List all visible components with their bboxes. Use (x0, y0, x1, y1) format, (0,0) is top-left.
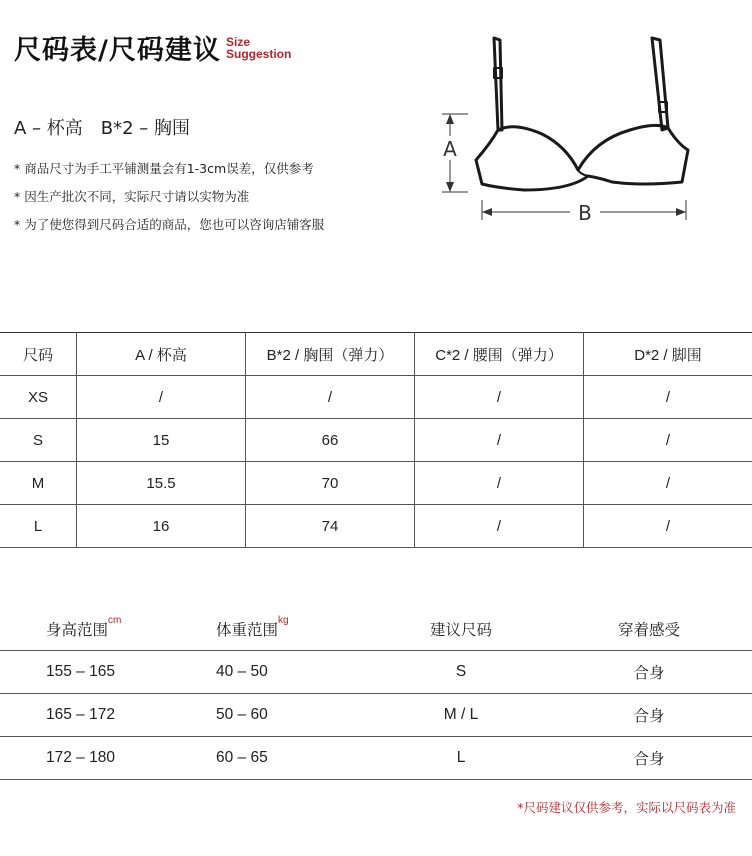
table-cell: 合身 (546, 651, 752, 694)
table-cell: / (246, 376, 415, 419)
table-cell: 172 – 180 (0, 737, 216, 780)
unit-label: cm (108, 615, 122, 626)
table-cell: / (415, 376, 584, 419)
measure-legend: A – 杯高 B*2 – 胸围 (14, 118, 191, 139)
table-cell: 165 – 172 (0, 694, 216, 737)
table-cell: 合身 (546, 694, 752, 737)
table-cell: 66 (246, 419, 415, 462)
table-cell: 70 (246, 462, 415, 505)
table-row (0, 651, 752, 694)
table-cell: M (0, 462, 77, 505)
bra-outline-icon (430, 32, 700, 232)
note-item: * 因生产批次不同，实际尺寸请以实物为准 (14, 189, 250, 204)
table-row (0, 737, 752, 780)
table-cell: / (415, 462, 584, 505)
table-cell: 15.5 (77, 462, 246, 505)
col-header: C*2 / 腰围（弹力） (415, 333, 584, 376)
col-header: D*2 / 脚围 (584, 333, 752, 376)
footnote: *尺码建议仅供参考，实际以尺码表为准 (517, 800, 736, 815)
table-row (0, 376, 752, 419)
table-cell: / (77, 376, 246, 419)
table-cell: / (584, 462, 752, 505)
table-cell: / (584, 376, 752, 419)
label-b: B (578, 201, 592, 225)
col-header: 穿着感受 (546, 608, 752, 651)
table-cell: / (415, 419, 584, 462)
table-cell: M / L (376, 694, 546, 737)
table-row (0, 462, 752, 505)
table-cell: 40 – 50 (216, 651, 376, 694)
table-cell: 15 (77, 419, 246, 462)
size-table (0, 332, 752, 548)
page-title: 尺码表/尺码建议 (14, 35, 221, 66)
table-cell: 16 (77, 505, 246, 548)
size-suggestion-table (0, 608, 752, 780)
table-cell: S (0, 419, 77, 462)
table-row (0, 694, 752, 737)
col-header: 体重范围$^{kg}$ (216, 608, 376, 651)
table-header-row (0, 608, 752, 651)
table-row (0, 505, 752, 548)
table-cell: L (376, 737, 546, 780)
table-cell: / (584, 419, 752, 462)
note-item: * 商品尺寸为手工平铺测量会有1-3cm误差，仅供参考 (14, 161, 314, 176)
table-cell: 60 – 65 (216, 737, 376, 780)
col-header: B*2 / 胸围（弹力） (246, 333, 415, 376)
table-cell: XS (0, 376, 77, 419)
note-item: * 为了使您得到尺码合适的商品，您也可以咨询店铺客服 (14, 217, 325, 232)
table-cell: / (584, 505, 752, 548)
table-cell: 50 – 60 (216, 694, 376, 737)
table-cell: S (376, 651, 546, 694)
table-cell: 155 – 165 (0, 651, 216, 694)
notes-list (14, 160, 324, 244)
table-cell: / (415, 505, 584, 548)
col-header: A / 杯高 (77, 333, 246, 376)
table-header-row (0, 333, 752, 376)
table-cell: 74 (246, 505, 415, 548)
col-header: 尺码 (0, 333, 77, 376)
col-header: 身高范围$^{cm}$ (0, 608, 216, 651)
table-cell: L (0, 505, 77, 548)
table-row (0, 419, 752, 462)
label-a: A (443, 137, 457, 161)
unit-label: kg (278, 615, 289, 626)
table-cell: 合身 (546, 737, 752, 780)
page-subtitle-en: Size Suggestion (226, 35, 292, 61)
col-header: 建议尺码 (376, 608, 546, 651)
